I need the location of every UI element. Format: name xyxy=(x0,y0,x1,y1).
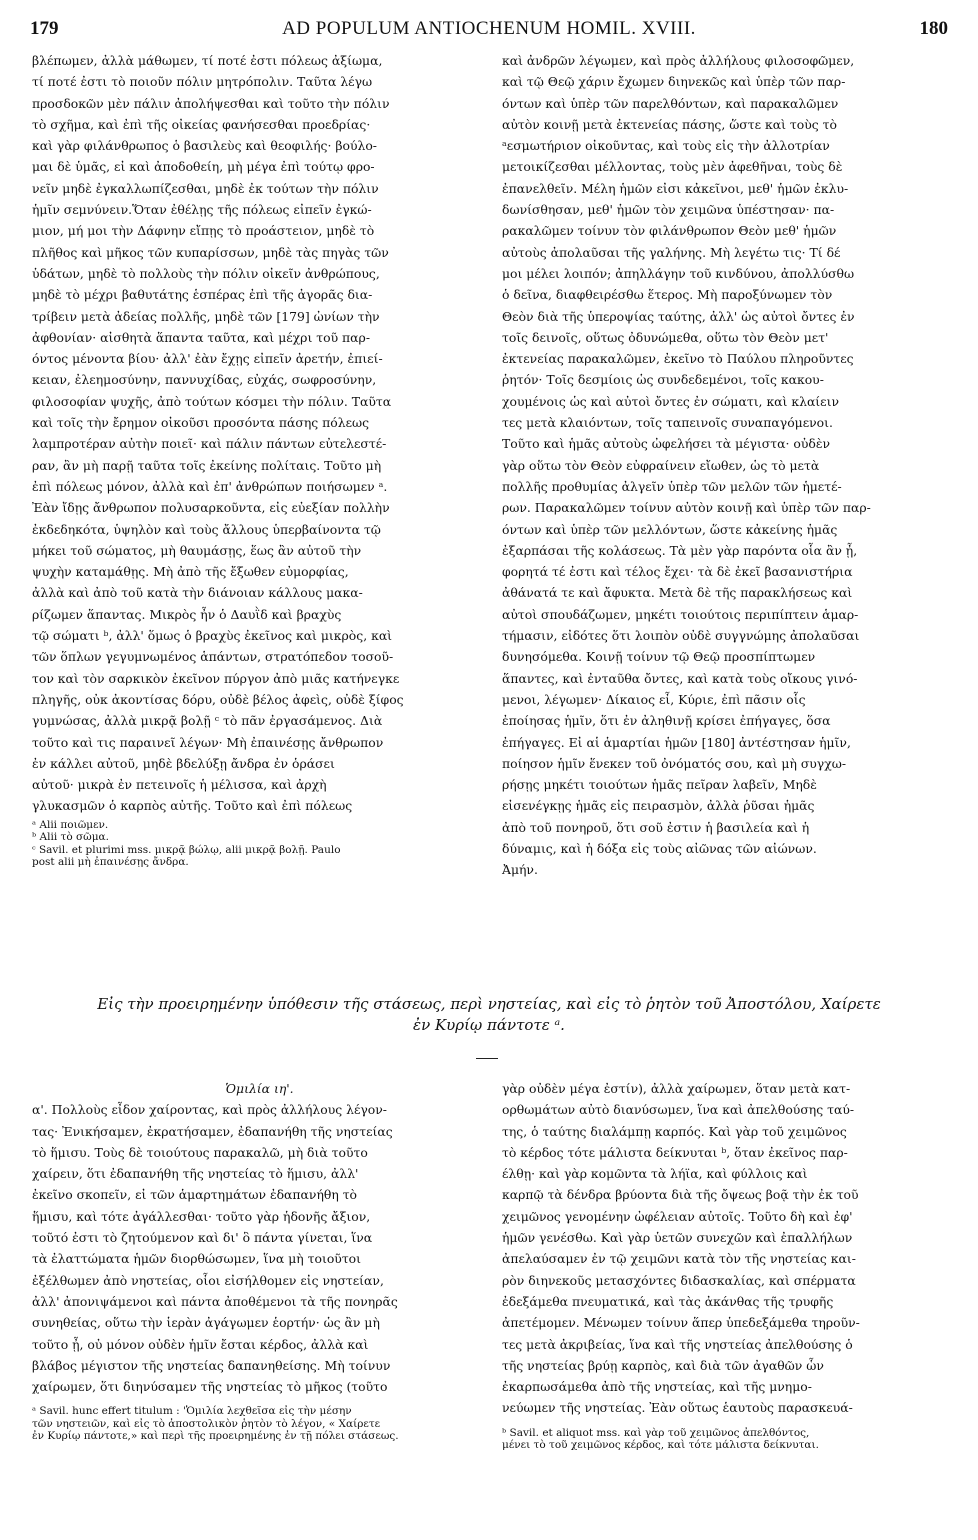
text-line: τες μετὰ ἀκριβείας, ἵνα καὶ τῆς νηστείας ἀπελθούσης ὁ xyxy=(502,1336,853,1352)
page-number-left: 179 xyxy=(30,18,59,39)
text-line: κειαν, ἐλεημοσύνην, παννυχίδας, εὐχάς, σωφροσύνην, xyxy=(32,372,377,388)
text-line: τί ποτέ ἐστι τὸ ποιοῦν πόλιν μητρόπολιν. Ταῦτα λέγω xyxy=(32,74,373,90)
footnote-line: τῶν νηστειῶν, καὶ εἰς τὸ ἀποστολικὸν ῥητὸν τὸ λέγον, « Χαίρετε xyxy=(32,1417,381,1430)
text-line: εἰσενέγκῃς ἡμᾶς εἰς πειρασμὸν, ἀλλὰ ῥῦσαι ἡμᾶς xyxy=(502,798,815,814)
text-line: ρὸν διηνεκοῦς μετασχόντες διδασκαλίας, καὶ σπέρματα xyxy=(502,1272,856,1288)
text-line: χουμένοις ὡς καὶ αὐτοὶ ὄντες ἐν σώματι, καὶ κλαίειν xyxy=(502,393,839,409)
text-line: καὶ γὰρ φιλάνθρωπος ὁ βασιλεὺς καὶ θεοφιλής· βούλο- xyxy=(32,138,377,154)
text-line: καὶ τοῖς τὴν ἔρημον οἰκοῦσι προσόντα πάσης πόλεως xyxy=(32,415,370,431)
text-line: ἐκεῖνο σκοπεῖν, εἰ τῶν ἁμαρτημάτων ἐδαπανήθη τὸ xyxy=(32,1187,358,1203)
text-line: πολλῆς προθυμίας ἀλγεῖν ὑπὲρ τῶν μελῶν τῶν ἡμετέ- xyxy=(502,478,842,494)
text-line: ῥητόν· Τοῖς δεσμίοις ὡς συνδεδεμένοι, τοῖς κακου- xyxy=(502,372,824,388)
text-line: βλέπωμεν, ἀλλὰ μάθωμεν, τί ποτέ ἐστι πόλεως ἀξίωμα, xyxy=(32,53,383,68)
text-line: τὸ ἥμισυ. Τοὺς δὲ τοιούτους παρακαλῶ, μὴ διὰ τοῦτο xyxy=(32,1144,368,1160)
text-line: χαίρειν, ὅτι ἐδαπανήθη τῆς νηστείας τὸ ἥμισυ, ἀλλ' xyxy=(32,1166,359,1182)
text-line: τοῦτό ἐστι τὸ ζητούμενον καὶ δι' ὃ πάντα γίνεται, ἵνα xyxy=(32,1230,373,1246)
section-title-line-1: Εἰς τὴν προειρημένην ὑπόθεσιν τῆς στάσεως, περὶ νηστείας, καὶ εἰς τὸ ῥητὸν τοῦ Ἀποστόλου, Χαίρετε xyxy=(97,995,881,1013)
footnote-line: ᵃ Alii ποιῶμεν. xyxy=(32,818,109,831)
text-line: όντων καὶ ὑπὲρ τῶν παρελθόντων, καὶ παρακαλῶμεν xyxy=(502,95,839,111)
text-line: τὸ κέρδος τότε μάλιστα δείκνυται ᵇ, ὅταν ἐκεῖνος παρ- xyxy=(502,1144,848,1160)
text-line: όντος μένοντα βίου· ἀλλ' ἐὰν ἔχῃς εἰπεῖν ἀρετήν, ἐπιεί- xyxy=(32,351,383,367)
page-number-right: 180 xyxy=(919,18,948,39)
section-title xyxy=(32,994,946,1036)
text-line: ἐξαρπάσαι τῆς κολάσεως. Τὰ μὲν γὰρ παρόντα οἷα ἂν ᾖ, xyxy=(502,542,858,558)
text-line: καὶ ἀνδρῶν λέγωμεν, καὶ πρὸς ἀλλήλους φιλοσοφῶμεν, xyxy=(502,53,855,68)
text-line: αὐτοὺς ἀπολαῦσαι τῆς γαλήνης. Μὴ λεγέτω τις· Τί δέ xyxy=(502,244,841,260)
text-line: προσδοκῶν μὲν πάλιν ἀπολήψεσθαι καὶ τοῦτο τὴν πόλιν xyxy=(32,95,390,111)
text-line: μενοι, λέγωμεν· Δίκαιος εἶ, Κύριε, ἐπὶ πᾶσιν οἷς xyxy=(502,691,806,707)
text-line: αὐτοῦ· μικρὰ ἐν πετεινοῖς ἡ μέλισσα, καὶ ἀρχὴ xyxy=(32,777,327,793)
text-line: ρίζωμεν ἅπαντας. Μικρὸς ἦν ὁ Δαυῒδ καὶ βραχὺς xyxy=(32,606,342,622)
text-line: τήμασιν, εἰδότες ὅτι λοιπὸν οὐδὲ συγγνώμης ἀπολαῦσαι xyxy=(502,628,860,644)
text-line: Τοῦτο καὶ ἡμᾶς αὐτοὺς ὠφελήσει τὰ μέγιστα· οὐδὲν xyxy=(502,436,831,452)
footnote-line: ᵇ Alii τὸ σῶμα. xyxy=(32,831,109,844)
section-divider xyxy=(476,1058,498,1059)
footnote-line: ᵇ Savil. et aliquot mss. καὶ γὰρ τοῦ χειμῶνος ἀπελθόντος, xyxy=(502,1426,810,1439)
bottom-left-text xyxy=(32,1099,487,1397)
text-line: αὐτὸν κοινῇ μετὰ ἐκτενείας πάσης, ὥστε καὶ τοὺς τὸ xyxy=(502,116,837,132)
text-line: γυμνώσας, ἀλλὰ μικρᾷ βολῇ ᶜ τὸ πᾶν ἐργασάμενος. Διὰ xyxy=(32,713,383,729)
text-line: τοῦτο καὶ τις παραινεῖ λέγων· Μὴ ἐπαινέσῃς ἄνθρωπον xyxy=(32,734,384,750)
footnote-line: μένει τὸ τοῦ χειμῶνος κέρδος, καὶ τότε μάλιστα δείκνυται. xyxy=(502,1439,819,1452)
text-line: ἀπὸ τοῦ πονηροῦ, ὅτι σοῦ ἐστιν ἡ βασιλεία καὶ ἡ xyxy=(502,819,810,835)
text-line: τῶν ὅπλων γεγυμνωμένος ἁπάντων, στρατόπεδον τοσοῦ- xyxy=(32,649,394,665)
text-line: γὰρ οὕτω τὸν Θεὸν εὐφραίνειν εἴωθεν, ὡς τὸ μετὰ xyxy=(502,457,820,473)
text-line: ἀθάνατά τε καὶ ἄφυκτα. Μετὰ δὲ τῆς παρακλήσεως καὶ xyxy=(502,585,853,601)
text-line: ρακαλῶμεν τοίνυν τὸν φιλάνθρωπον Θεὸν μεθ' ἡμῶν xyxy=(502,223,837,239)
text-line: τον καὶ τὸν σαρκικὸν ἐκεῖνον πύργον ἀπὸ μιᾶς κατήνεγκε xyxy=(32,670,400,686)
text-line: ἐκτενείας παρακαλῶμεν, ἐκεῖνο τὸ Παύλου πληροῦντες xyxy=(502,351,854,367)
text-line: τας· Ἐνικήσαμεν, ἐκρατήσαμεν, ἐδαπανήθη τῆς νηστείας xyxy=(32,1123,393,1139)
text-line: βλάβος μέγιστον τῆς νηστείας δαπανηθείσης. Μὴ τοίνυν xyxy=(32,1357,391,1373)
text-line: ἐδεξάμεθα πνευματικά, καὶ τὰς ἀκάνθας τῆς τρυφῆς xyxy=(502,1293,834,1309)
text-line: τρίβειν μετὰ ἀδείας πολλῆς, μηδὲ τῶν [179] ὠνίων τὴν xyxy=(32,308,380,324)
text-line: ἡμῖν σεμνύνειν.Ὅταν ἐθέλῃς τῆς πόλεως εἰπεῖν ἐγκώ- xyxy=(32,202,372,218)
text-line: καρπῷ τὰ δένδρα βρύοντα διὰ τῆς ὄψεως βοᾷ τὴν ἐκ τοῦ xyxy=(502,1187,859,1203)
text-line: ἐκδεδηκότα, ὑψηλὸν καὶ τοὺς ἄλλους ὑπερβαίνοντα τῷ xyxy=(32,521,381,537)
text-line: ἅπαντες, καὶ ἐνταῦθα ὄντες, καὶ κατὰ τοὺς οἴκους γινό- xyxy=(502,670,858,686)
text-line: ποίησον ἡμῖν ἕνεκεν τοῦ ὀνόματός σου, καὶ μὴ συγχω- xyxy=(502,755,847,771)
text-line: Θεὸν διὰ τῆς ὑπεροψίας ταύτης, ἀλλ' ὡς αὐτοὶ ὄντες ἐν xyxy=(502,308,855,324)
running-title: AD POPULUM ANTIOCHENUM HOMIL. XVIII. xyxy=(282,18,696,39)
text-line: όντων καὶ ὑπὲρ τῶν μελλόντων, ὥστε κἀκείνης ἡμᾶς xyxy=(502,521,838,537)
text-line: ἐξέλθωμεν ἀπὸ νηστείας, οἷοι εἰσήλθομεν εἰς νηστείαν, xyxy=(32,1272,384,1288)
text-line: ἐποίησας ἡμῖν, ὅτι ἐν ἀληθινῇ κρίσει ἐπήγαγες, ὅσα xyxy=(502,713,831,729)
left-column-text xyxy=(32,50,487,817)
text-line: ορθωμάτων αὐτὸ διανύσωμεν, ἵνα καὶ ἀπελθούσης ταύ- xyxy=(502,1102,855,1118)
text-line: ἐπὶ πόλεως μόνον, ἀλλὰ καὶ ἐπ' ἀνθρώπων ποιήσωμεν ᵃ. xyxy=(32,478,388,494)
text-line: τὸ σχῆμα, καὶ ἐπὶ τῆς οἰκείας φανήσεσθαι προεδρίας· xyxy=(32,116,371,132)
text-line: ραν, ἂν μὴ παρῇ ταῦτα τοῖς ἐκείνης πολίταις. Τοῦτο μὴ xyxy=(32,457,382,473)
text-line: μηδὲ τὸ μέχρι βαθυτάτης ἑσπέρας ἐπὶ τῆς ἀγορᾶς δια- xyxy=(32,287,373,303)
text-line: δωνίσθησαν, μεθ' ἡμῶν τὸν χειμῶνα ὑπέστησαν· πα- xyxy=(502,202,835,218)
text-line: ἀπετέμομεν. Μένωμεν τοίνυν ἅπερ ὑπεδεξάμεθα τηροῦν- xyxy=(502,1315,860,1331)
bottom-left-footnotes xyxy=(32,1405,487,1443)
text-line: λαμπροτέραν αὐτὴν ποιεῖ· καὶ πάλιν πάντων εὐτελεστέ- xyxy=(32,436,387,452)
text-line: ᵃεσμωτήριον οἰκοῦντας, καὶ τοὺς εἰς τὴν ἀλλοτρίαν xyxy=(502,138,830,154)
text-line: φιλοσοφίαν ψυχῆς, ἀπὸ τούτων κόσμει τὴν πόλιν. Ταῦτα xyxy=(32,393,392,409)
text-line: φορητά τέ ἐστι καὶ τέλος ἔχει· τὰ δὲ ἐκεῖ βασανιστήρια xyxy=(502,564,853,580)
bottom-right-footnotes xyxy=(502,1427,946,1452)
section-title-line-2: ἐν Κυρίῳ πάντοτε ᵃ. xyxy=(413,1016,565,1034)
right-column xyxy=(502,50,946,878)
footnote-line: ᶜ Savil. et plurimi mss. μικρᾷ βώλῳ, alii μικρᾷ βολῇ. Paulo xyxy=(32,843,341,856)
text-line: καὶ τῷ Θεῷ χάριν ἔχωμεν διηνεκῶς καὶ ὑπὲρ τῶν παρ- xyxy=(502,74,846,90)
text-line: Ἐὰν ἴδῃς ἄνθρωπον πολυσαρκοῦντα, εἰς εὐεξίαν πολλὴν xyxy=(32,500,390,516)
text-line: δυνησόμεθα. Κοινῇ τοίνυν τῷ Θεῷ προσπίπτωμεν xyxy=(502,649,816,665)
text-line: Ἀμήν. xyxy=(502,862,538,878)
text-line: ὑδάτων, μηδὲ τὸ πολλοὺς τὴν πόλιν οἰκεῖν ἀνθρώπους, xyxy=(32,265,380,281)
text-line: α'. Πολλοὺς εἶδον χαίροντας, καὶ πρὸς ἀλλήλους λέγον- xyxy=(32,1102,387,1118)
text-line: συνηθείας, οὕτω τὴν ἱερὰν ἀγάγωμεν ἑορτήν· ὡς ἂν μὴ xyxy=(32,1315,380,1331)
text-line: ἀφθονίαν· αἰσθητὰ ἅπαντα ταῦτα, καὶ μέχρι τοῦ παρ- xyxy=(32,329,371,345)
left-column xyxy=(32,50,487,980)
footnote-line: post alii μὴ ἐπαινέσῃς ἄνδρα. xyxy=(32,856,189,869)
text-line: πληγῆς, οὐκ ἀκοντίσας δόρυ, οὐδὲ βέλος ἀφεὶς, οὐδὲ ξίφος xyxy=(32,691,404,707)
text-line: πλῆθος καὶ μῆκος τῶν κυπαρίσσων, μηδὲ τὰς πηγὰς τῶν xyxy=(32,244,389,260)
bottom-right-text xyxy=(502,1078,946,1419)
text-line: τῆς νηστείας βρύῃ καρπὸς, καὶ διὰ τῶν ἀγαθῶν ὧν xyxy=(502,1357,824,1373)
left-column-footnotes xyxy=(32,819,487,869)
text-line: ρήσῃς μηκέτι τοιούτων ἡμᾶς πεῖραν λαβεῖν, Μηδὲ xyxy=(502,777,817,793)
text-line: ἀπελαύσαμεν ἐν τῷ χειμῶνι κατὰ τὸν τῆς νηστείας και- xyxy=(502,1251,856,1267)
text-line: γὰρ οὐδὲν μέγα ἐστίν), ἀλλὰ χαίρωμεν, ὅταν μετὰ κατ- xyxy=(502,1081,851,1096)
text-line: τὰ ἐλαττώματα ἡμῶν διορθώσωμεν, ἵνα μὴ τοιοῦτοι xyxy=(32,1251,361,1267)
text-line: ἐπανελθεῖν. Μέλη ἡμῶν εἰσι κἀκεῖνοι, μεθ' ἡμῶν ἐκλυ- xyxy=(502,180,849,196)
text-line: χειμῶνος γενομένην ὠφέλειαν αὐτοῖς. Τοῦτο δὴ καὶ ἐφ' xyxy=(502,1208,853,1224)
text-line: έλθῃ· καὶ γὰρ κομῶντα τὰ λήϊα, καὶ φύλλοις καὶ xyxy=(502,1166,808,1182)
text-line: ἀλλὰ καὶ ἀπὸ τοῦ κατὰ τὴν διάνοιαν κάλλους μακα- xyxy=(32,585,363,601)
bottom-right-column xyxy=(502,1078,946,1533)
text-line: νεῖν μηδὲ ἐγκαλλωπίζεσθαι, μηδὲ ἐκ τούτων τὴν πόλιν xyxy=(32,180,379,196)
text-line: νεύωμεν τῆς νηστείας. Ἐὰν οὕτως ἑαυτοὺς παρασκευά- xyxy=(502,1400,853,1416)
text-line: ἀλλ' ἀπονιψάμενοι καὶ πάντα ἀποθέμενοι τὰ τῆς πονηρᾶς xyxy=(32,1293,398,1309)
footnote-line: ἐν Κυρίῳ πάντοτε,» καὶ περὶ τῆς προειρημένης ἐν τῇ πόλει στάσεως. xyxy=(32,1430,399,1443)
bottom-left-column xyxy=(32,1078,487,1533)
homily-heading: Ὁμιλία ιη'. xyxy=(225,1081,294,1096)
text-line: ἥμισυ, καὶ τότε ἀγάλλεσθαι· τοῦτο γὰρ ἡδονῆς ἄξιον, xyxy=(32,1208,371,1224)
text-line: τοῖς δεινοῖς, οὕτως ὀδυνώμεθα, οὕτω τὸν Θεὸν μετ' xyxy=(502,329,829,345)
text-line: τες μετὰ κλαιόντων, τοῖς ταπεινοῖς συναπαγόμενοι. xyxy=(502,415,833,431)
text-line: μιον, μή μοι τὴν Δάφνην εἴπῃς τὸ προάστειον, μηδὲ τὸ xyxy=(32,223,375,239)
footnote-line: ᵃ Savil. hunc effert titulum : 'Ὁμιλία λεχθεῖσα εἰς τὴν μέσην xyxy=(32,1405,352,1418)
text-line: μοι μέλει λοιπόν; ἀπηλλάγην τοῦ κινδύνου, ἀπολλύσθω xyxy=(502,265,855,281)
text-line: τοῦτο ᾖ, οὐ μόνον οὐδὲν ἡμῖν ἔσται κέρδος, ἀλλὰ καὶ xyxy=(32,1336,369,1352)
text-line: μετοικίζεσθαι μέλλοντας, τοὺς μὲν ἀφεθῆναι, τοὺς δὲ xyxy=(502,159,843,175)
text-line: μήκει τοῦ σώματος, μὴ θαυμάσῃς, ἕως ἂν αὐτοῦ τὴν xyxy=(32,542,362,558)
text-line: ὁ δεῖνα, διαφθειρέσθω ἕτερος. Μὴ παροξύνωμεν τὸν xyxy=(502,287,833,303)
text-line: μαι δὲ ὑμᾶς, εἰ καὶ ἀποδοθείη, μὴ μέγα ἐπὶ τούτῳ φρο- xyxy=(32,159,375,175)
right-column-text xyxy=(502,50,946,881)
page-header xyxy=(30,14,948,44)
text-line: ἐπήγαγες. Εἰ αἱ ἁμαρτίαι ἡμῶν [180] ἀντέστησαν ἡμῖν, xyxy=(502,734,851,750)
text-line: τῷ σώματι ᵇ, ἀλλ' ὅμως ὁ βραχὺς ἐκεῖνος καὶ μικρὸς, καὶ xyxy=(32,628,393,644)
text-line: γλυκασμῶν ὁ καρπὸς αὐτῆς. Τοῦτο καὶ ἐπὶ πόλεως xyxy=(32,798,353,814)
text-line: ψυχὴν καταμάθῃς. Μὴ ἀπὸ τῆς ἔξωθεν εὐμορφίας, xyxy=(32,564,349,580)
text-line: ἐκαρπωσάμεθα ἀπὸ τῆς νηστείας, καὶ τῆς μνημο- xyxy=(502,1379,812,1395)
text-line: ἡμῶν γενέσθω. Καὶ γὰρ ὑετῶν συνεχῶν καὶ ἐπαλλήλων xyxy=(502,1230,853,1246)
text-line: της, ὁ ταύτης διαλάμπῃ καρπός. Καὶ γὰρ τοῦ χειμῶνος xyxy=(502,1123,847,1139)
text-line: ἐν κάλλει αὐτοῦ, μηδὲ βδελύξῃ ἄνδρα ἐν ὁράσει xyxy=(32,755,335,771)
text-line: αὐτοὶ σπουδάζωμεν, μηκέτι τοιούτοις περιπίπτειν ἁμαρ- xyxy=(502,606,859,622)
text-line: ρων. Παρακαλῶμεν τοίνυν αὐτὸν κοινῇ καὶ ὑπὲρ τῶν παρ- xyxy=(502,500,871,516)
text-line: δύναμις, καὶ ἡ δόξα εἰς τοὺς αἰῶνας τῶν αἰώνων. xyxy=(502,840,817,856)
text-line: χαίρωμεν, ὅτι διηνύσαμεν τῆς νηστείας τὸ μῆκος (τοῦτο xyxy=(32,1379,388,1395)
